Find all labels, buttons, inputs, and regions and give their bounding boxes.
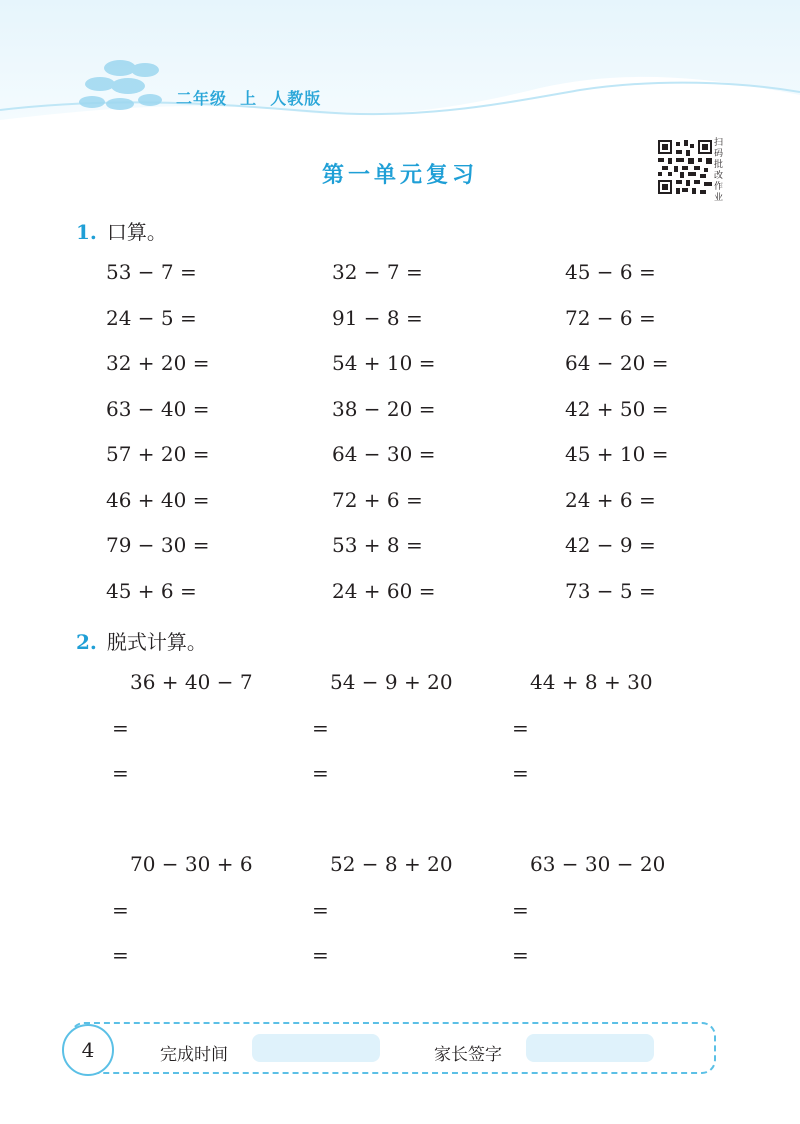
oral-problem: 38 − 20 = (332, 396, 436, 421)
oral-problem: 53 + 8 = (332, 533, 423, 557)
oral-problem: 73 − 5 = (565, 578, 656, 603)
oral-problem: 46 + 40 = (106, 487, 210, 512)
section-2-title: 脱式计算。 (106, 630, 207, 654)
qr-caption: 扫码批改作业 (714, 138, 724, 203)
grade-label: 二年级 上 人教版 (176, 89, 322, 108)
section-2-heading (76, 626, 207, 655)
completion-time-label: 完成时间 (160, 1045, 228, 1065)
oral-problem: 54 + 10 = (332, 351, 436, 375)
section-2-number: 2. (76, 630, 97, 654)
answer-line-equals[interactable]: = (512, 898, 529, 922)
step-problem: 52 − 8 + 20 (330, 852, 453, 876)
oral-problem: 57 + 20 = (106, 442, 210, 466)
qr-code-icon (658, 140, 712, 194)
answer-line-equals[interactable]: = (112, 716, 129, 740)
step-problem: 36 + 40 − 7 (130, 670, 253, 694)
parent-signature-label: 家长签字 (434, 1045, 502, 1065)
parent-signature-field[interactable] (526, 1034, 654, 1062)
oral-problem: 53 − 7 = (106, 260, 197, 284)
step-problem: 63 − 30 − 20 (530, 852, 666, 876)
oral-problem: 64 − 30 = (332, 442, 436, 466)
oral-problem: 24 + 60 = (332, 578, 436, 603)
answer-line-equals[interactable]: = (512, 761, 529, 785)
oral-problem: 42 + 50 = (565, 396, 669, 421)
oral-problem: 45 + 10 = (565, 442, 669, 466)
oral-problem: 79 − 30 = (106, 533, 210, 557)
completion-time-field[interactable] (252, 1034, 380, 1062)
answer-line-equals[interactable]: = (312, 716, 329, 740)
step-problem: 70 − 30 + 6 (130, 852, 253, 876)
header-banner (0, 0, 800, 130)
oral-problem: 42 − 9 = (565, 533, 656, 557)
oral-problem: 32 − 7 = (332, 260, 423, 284)
answer-line-equals[interactable]: = (512, 716, 529, 740)
step-problem: 44 + 8 + 30 (530, 670, 653, 694)
oral-problem: 63 − 40 = (106, 396, 210, 421)
page-number: 4 (62, 1024, 114, 1076)
page-title: 第一单元复习 (321, 163, 478, 188)
oral-problem: 72 − 6 = (565, 305, 656, 330)
oral-problem: 45 − 6 = (565, 260, 656, 284)
answer-line-equals[interactable]: = (312, 761, 329, 785)
section-1-title: 口算。 (106, 220, 167, 244)
answer-line-equals[interactable]: = (512, 943, 529, 967)
oral-problem: 24 + 6 = (565, 487, 656, 512)
answer-line-equals[interactable]: = (312, 898, 329, 922)
section-1-heading (76, 216, 167, 245)
answer-line-equals[interactable]: = (112, 761, 129, 785)
answer-line-equals[interactable]: = (312, 943, 329, 967)
oral-problem: 91 − 8 = (332, 305, 423, 330)
answer-line-equals[interactable]: = (112, 898, 129, 922)
oral-problem: 24 − 5 = (106, 305, 197, 330)
section-1-number: 1. (76, 220, 97, 244)
oral-problem: 64 − 20 = (565, 351, 669, 375)
step-problem: 54 − 9 + 20 (330, 670, 453, 694)
oral-problem: 32 + 20 = (106, 351, 210, 375)
oral-problem: 45 + 6 = (106, 578, 197, 603)
oral-problem: 72 + 6 = (332, 487, 423, 512)
answer-line-equals[interactable]: = (112, 943, 129, 967)
